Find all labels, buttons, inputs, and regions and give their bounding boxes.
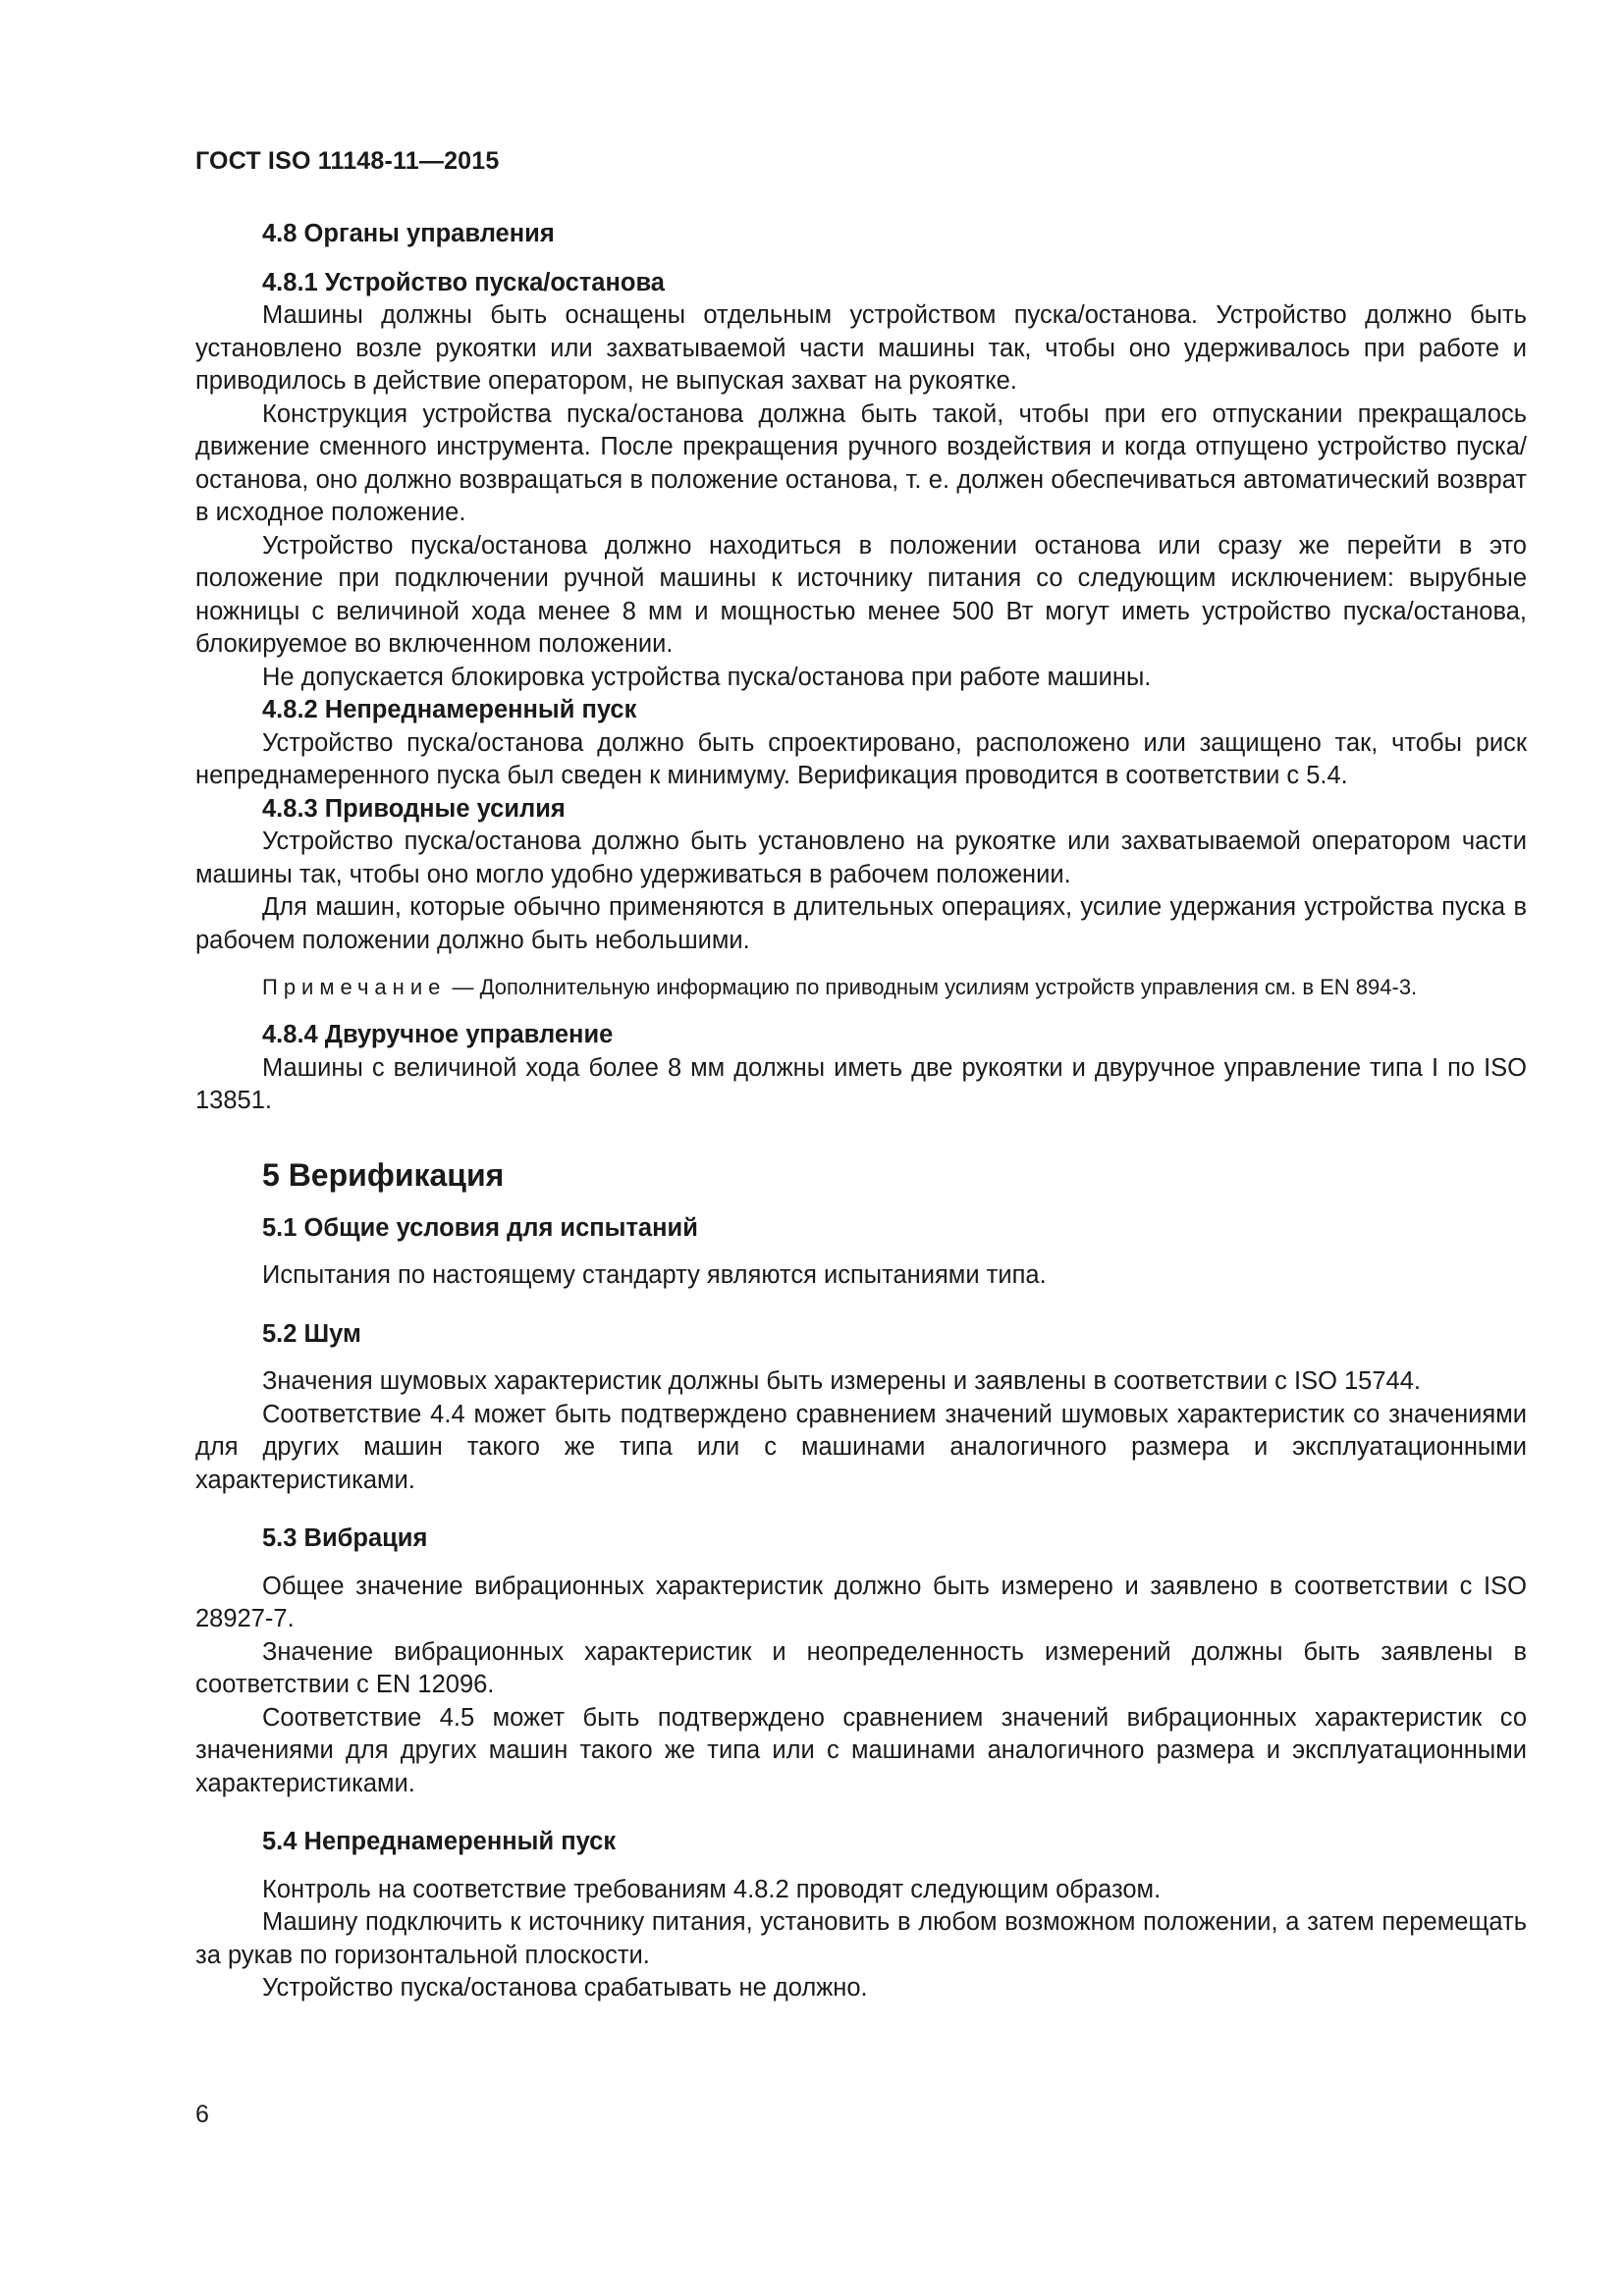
document-body <box>195 218 1527 2005</box>
paragraph: Устройство пуска/останова должно быть установлено на рукоятке или захватываемой оператором части машины так, чтобы оно могло удобно удерживаться в рабочем положении. <box>195 828 1527 888</box>
paragraph: Значение вибрационных характеристик и неопределенность измерений должны быть заявлены в соответствии с EN 12096. <box>195 1637 1527 1698</box>
paragraph: Испытания по настоящему стандарту являются испытаниями типа. <box>262 1261 1047 1289</box>
section-5-4-title: 5.4 Непреднамеренный пуск <box>262 1828 617 1855</box>
section-4-8-1-title: 4.8.1 Устройство пуска/останова <box>262 268 665 296</box>
section-5-title: 5 Верификация <box>262 1156 505 1193</box>
standard-header: ГОСТ ISO 11148-11—2015 <box>195 147 500 175</box>
paragraph: Устройство пуска/останова должно быть спроектировано, расположено или защищено так, чтобы риск непреднамеренного пуска был сведен к минимуму. Верификация проводится в соответствии с 5.4. <box>195 728 1527 789</box>
paragraph: Машины должны быть оснащены отдельным устройством пуска/останова. Устройство должно быть установлено возле рукоятки или захватываемой части машины так, чтобы оно удерживалось при работе и приводилось в действие оператором, не выпуская захват на рукоятке. <box>195 301 1527 395</box>
paragraph: Конструкция устройства пуска/останова должна быть такой, чтобы при его отпускании прекращалось движение сменного инструмента. После прекращения ручного воздействия и когда отпущено устройство пуска/останова, оно должно возвращаться в положение останова, т. е. должен обеспечиваться автоматический возврат в исходное положение. <box>195 400 1527 526</box>
section-5-2-title: 5.2 Шум <box>262 1319 361 1348</box>
paragraph: Устройство пуска/останова срабатывать не должно. <box>262 1974 868 2002</box>
paragraph: Контроль на соответствие требованиям 4.8.2 проводят следующим образом. <box>262 1875 1162 1903</box>
section-4-8-title: 4.8 Органы управления <box>262 220 555 247</box>
note-text: — Дополнительную информацию по приводным усилиям устройств управления см. в EN 894-3. <box>446 975 1418 999</box>
page-number: 6 <box>195 2101 209 2128</box>
note <box>195 971 1527 1003</box>
paragraph: Соответствие 4.5 может быть подтверждено сравнением значений вибрационных характеристик со значениями для других машин такого же типа или с машинами аналогичного размера и эксплуатационными характеристиками. <box>195 1703 1527 1797</box>
section-5-3-title: 5.3 Вибрация <box>262 1524 428 1552</box>
paragraph: Машины с величиной хода более 8 мм должны иметь две рукоятки и двуручное управление типа I по ISO 13851. <box>195 1053 1527 1114</box>
paragraph: Устройство пуска/останова должно находиться в положении останова или сразу же перейти в это положение при подключении ручной машины к источнику питания со следующим исключением: вырубные ножницы с величиной хода менее 8 мм и мощностью менее 500 Вт могут иметь устройство пуска/останова, блокируемое во включенном положении. <box>195 531 1527 658</box>
paragraph: Для машин, которые обычно применяются в длительных операциях, усилие удержания устройства пуска в рабочем положении должно быть небольшими. <box>195 893 1527 954</box>
section-4-8-2-title: 4.8.2 Непреднамеренный пуск <box>262 696 637 723</box>
paragraph: Соответствие 4.4 может быть подтверждено сравнением значений шумовых характеристик со значениями для других машин такого же типа или с машинами аналогичного размера и эксплуатационными характеристиками. <box>195 1400 1527 1494</box>
section-4-8-4-title: 4.8.4 Двуручное управление <box>262 1021 614 1048</box>
paragraph: Машину подключить к источнику питания, установить в любом возможном положении, а затем перемещать за рукав по горизонтальной плоскости. <box>195 1908 1527 1969</box>
note-label: Примечание <box>262 975 447 999</box>
paragraph: Не допускается блокировка устройства пуска/останова при работе машины. <box>262 663 1152 691</box>
section-5-1-title: 5.1 Общие условия для испытаний <box>262 1213 698 1242</box>
paragraph: Значения шумовых характеристик должны быть измерены и заявлены в соответствии с ISO 15744. <box>262 1367 1421 1395</box>
section-4-8-3-title: 4.8.3 Приводные усилия <box>262 794 566 823</box>
paragraph: Общее значение вибрационных характеристик должно быть измерено и заявлено в соответствии с ISO 28927-7. <box>195 1572 1527 1632</box>
